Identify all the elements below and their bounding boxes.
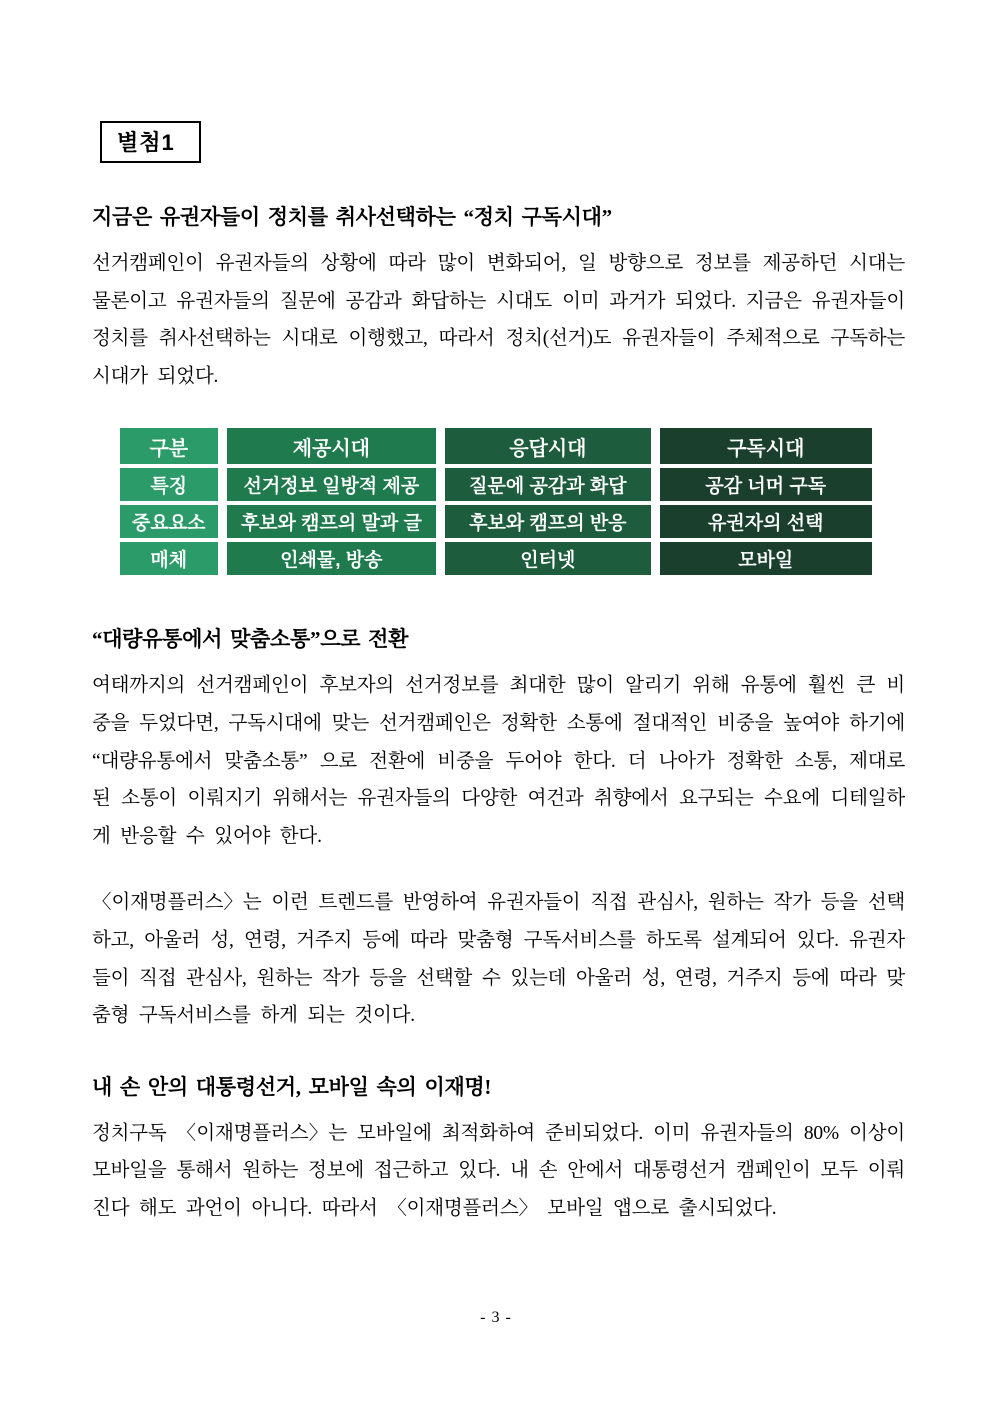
era-comparison-table-wrapper [111, 424, 881, 579]
table-cell: 질문에 공감과 화답 [445, 468, 650, 501]
table-cell: 특징 [120, 468, 218, 501]
table-cell: 선거정보 일방적 제공 [227, 468, 437, 501]
paragraph-custom-communication-1: 여태까지의 선거캠페인이 후보자의 선거정보를 최대한 많이 알리기 위해 유통에 훨씬 큰 비중을 두었다면, 구독시대에 맞는 선거캠페인은 정확한 소통에 절대적인 비중을 높여야 하기에 “대량유통에서 맞춤소통” 으로 전환에 비중을 두어야 한다. 더 나아가 정확한 소통, 제대로 된 소통이 이뤄지기 위해서는 유권자들의 다양한 여건과 취향에서 요구되는 수요에 디테일하게 반응할 수 있어야 한다. [92, 675, 905, 847]
table-cell: 후보와 캠프의 말과 글 [227, 505, 437, 538]
table-row-key-elements [120, 505, 872, 538]
table-cell: 매체 [120, 542, 218, 575]
table-cell: 유권자의 선택 [660, 505, 872, 538]
era-comparison-table [111, 424, 881, 579]
attachment-badge: 별첨1 [100, 121, 201, 163]
table-row-media [120, 542, 872, 575]
table-header-respond-era: 응답시대 [445, 428, 650, 464]
table-cell: 인터넷 [445, 542, 650, 575]
table-header-provide-era: 제공시대 [227, 428, 437, 464]
table-header-row [120, 428, 872, 464]
table-cell: 공감 너머 구독 [660, 468, 872, 501]
paragraph-mobile: 정치구독 〈이재명플러스〉는 모바일에 최적화하여 준비되었다. 이미 유권자들의 80% 이상이 모바일을 통해서 원하는 정보에 접근하고 있다. 내 손 안에서 대통령선거 캠페인이 모두 이뤄진다 해도 과언이 아니다. 따라서 〈이재명플러스〉 모바일 앱으로 출시되었다. [92, 1122, 905, 1219]
table-header-subscribe-era: 구독시대 [660, 428, 872, 464]
table-cell: 모바일 [660, 542, 872, 575]
table-cell: 중요요소 [120, 505, 218, 538]
table-row-features [120, 468, 872, 501]
table-cell: 인쇄물, 방송 [227, 542, 437, 575]
paragraph-intro: 선거캠페인이 유권자들의 상황에 따라 많이 변화되어, 일 방향으로 정보를 제공하던 시대는 물론이고 유권자들의 질문에 공감과 화답하는 시대도 이미 과거가 되었다. 지금은 유권자들이 정치를 취사선택하는 시대로 이행했고, 따라서 정치(선거)도 유권자들이 주체적으로 구독하는 시대가 되었다. [92, 253, 905, 387]
table-header-category: 구분 [120, 428, 218, 464]
section-heading-mobile: 내 손 안의 대통령선거, 모바일 속의 이재명! [92, 1074, 492, 1099]
table-cell: 후보와 캠프의 반응 [445, 505, 650, 538]
page-number: - 3 - [480, 1309, 512, 1326]
section-heading-custom-communication: “대량유통에서 맞춤소통”으로 전환 [92, 627, 409, 652]
paragraph-custom-communication-2: 〈이재명플러스〉는 이런 트렌드를 반영하여 유권자들이 직접 관심사, 원하는 작가 등을 선택하고, 아울러 성, 연령, 거주지 등에 따라 맞춤형 구독서비스를 하도록 설계되어 있다. 유권자들이 직접 관심사, 원하는 작가 등을 선택할 수 있는데 아울러 성, 연령, 거주지 등에 따라 맞춤형 구독서비스를 하게 되는 것이다. [92, 892, 905, 1027]
section-heading-subscription-era: 지금은 유권자들이 정치를 취사선택하는 “정치 구독시대” [92, 205, 612, 229]
